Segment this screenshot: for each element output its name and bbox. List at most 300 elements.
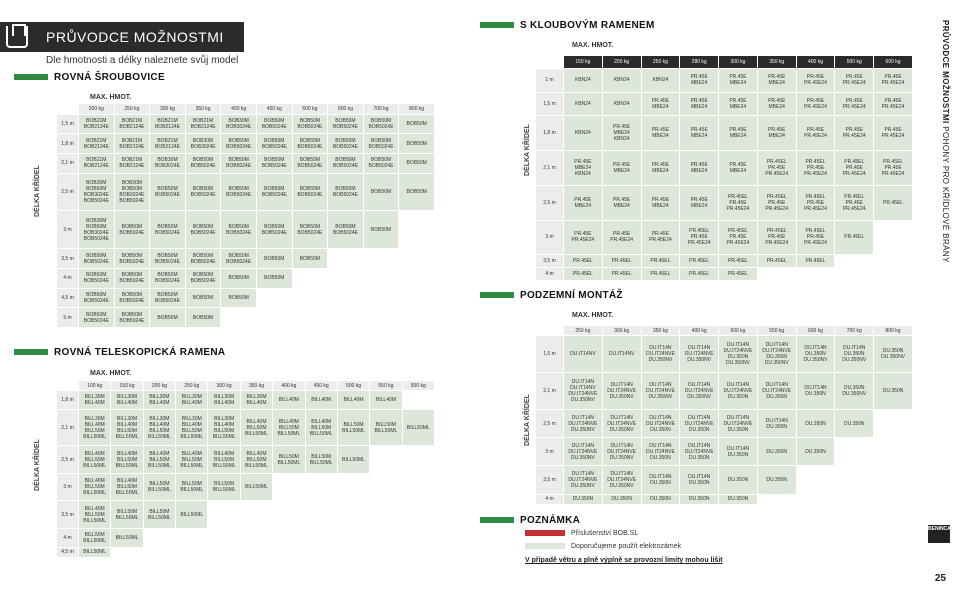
- table-row: [57, 153, 435, 173]
- table-cell: [835, 466, 874, 494]
- column-header: 150 kg: [111, 381, 143, 391]
- table-cell: [328, 249, 364, 269]
- table-cell: [292, 288, 328, 308]
- table-cell: PR.45E MBE24: [757, 92, 796, 116]
- table-cell: PR.45E MBE24: [680, 116, 719, 151]
- table-cell: DU.IT14N DU.350N DU.350NV: [835, 336, 874, 373]
- page-subtitle: Dle hmotnosti a délky naleznete svůj model: [46, 55, 239, 66]
- table-row: [536, 410, 913, 438]
- table-cell: BOB30M BOB3024E: [185, 134, 221, 154]
- row-length-label: 3 m: [536, 438, 564, 466]
- table-cell: BILL40M: [305, 391, 337, 410]
- table-cell: BOB21M BOB2124E: [79, 134, 115, 154]
- table-cell: PR.45EL: [602, 255, 641, 268]
- section-title-klob: S KLOUBOVÝM RAMENEM: [480, 20, 655, 31]
- table-cell: [143, 528, 175, 547]
- table-klob: [535, 55, 913, 281]
- table-cell: PR.45EL: [680, 255, 719, 268]
- table-cell: PR.45E PR.45E24: [602, 220, 641, 255]
- section-title-screw: ROVNÁ ŠROUBOVICE: [14, 72, 165, 83]
- page-number: 25: [934, 573, 946, 584]
- table-row: [57, 547, 435, 557]
- brand-badge: BENINCA: [928, 525, 950, 543]
- table-cell: BOB50M BOB5024E: [79, 249, 115, 269]
- table-row: [536, 373, 913, 410]
- note-item: Příslušenství BOB.SL: [525, 530, 638, 537]
- table-cell: [305, 501, 337, 529]
- table-cell: [240, 528, 272, 547]
- table-cell: PR.45EL PR.45E PR.45E24: [835, 151, 874, 186]
- table-cell: [399, 308, 435, 328]
- table-cell: [273, 501, 305, 529]
- note-item: Doporučujeme použít elektrozámek: [525, 543, 681, 550]
- table-tele: [56, 380, 435, 558]
- table-cell: BILL30M BILL40M: [111, 391, 143, 410]
- table-cell: [273, 473, 305, 501]
- table-cell: PR.45EL PR.45E PR.45E24: [719, 185, 758, 220]
- table-cell: PR.45EL: [757, 255, 796, 268]
- column-header: 300 kg: [150, 104, 186, 115]
- table-cell: DU.350N: [602, 494, 641, 504]
- table-cell: DU.350N: [564, 494, 603, 504]
- table-cell: BILL30M BILL40M: [208, 391, 240, 410]
- table-cell: [874, 438, 913, 466]
- table-cell: DU.IT14N DU.350N: [796, 373, 835, 410]
- table-cell: BOB21M BOB2124E: [114, 134, 150, 154]
- column-header: 550 kg: [757, 326, 796, 336]
- column-header: 200 kg: [143, 381, 175, 391]
- table-cell: PR.45E PR.45E24: [796, 116, 835, 151]
- table-cell: DU.IT14N DU.IT24NVE DU.350N: [680, 438, 719, 466]
- table-cell: BILL50M BILL50ML: [111, 501, 143, 529]
- table-cell: DU.IT14N DU.IT24NVE DU.350NV: [641, 373, 680, 410]
- page-title: PRŮVODCE MOŽNOSTMI: [46, 29, 224, 45]
- table-cell: BOB50M BOB5024E: [328, 153, 364, 173]
- table-cell: DU.IT14N DU.IT14NV DU.IT24NVE DU.350NV: [564, 373, 603, 410]
- row-length-label: 3,5 m: [536, 466, 564, 494]
- table-cell: [256, 308, 292, 328]
- table-cell: BILL30M BILL40M BILL50M BILL50ML: [208, 410, 240, 446]
- table-cell: DU.350N DU.350NV: [874, 336, 913, 373]
- table-cell: BOB50M BOB5024E: [363, 134, 399, 154]
- table-cell: [208, 547, 240, 557]
- table-cell: DU.IT14N DU.IT24NVE DU.350N DU.350NV: [719, 336, 758, 373]
- table-cell: PR.45EL PR.45E PR.45E24: [796, 151, 835, 186]
- row-length-label: 2,1 m: [536, 151, 564, 186]
- table-cell: PR.45EL: [641, 268, 680, 281]
- table-cell: [328, 288, 364, 308]
- table-cell: BOB50M BOB5024E: [292, 114, 328, 134]
- table-cell: DU.IT14N DU.350N: [680, 466, 719, 494]
- table-cell: PR.45E MBE24: [757, 68, 796, 92]
- column-header: 600 kg: [874, 56, 913, 69]
- max-label: MAX. HMOT.: [572, 42, 614, 49]
- table-row: [536, 255, 913, 268]
- column-header: 250 kg: [564, 326, 603, 336]
- table-cell: PR.45E MBE24: [680, 92, 719, 116]
- table-cell: [328, 268, 364, 288]
- page-header: [0, 22, 244, 52]
- table-cell: BILL40M BILL50M BILL50ML: [79, 473, 111, 501]
- column-header: 350 kg: [240, 381, 272, 391]
- column-header: 200 kg: [602, 56, 641, 69]
- table-cell: [208, 501, 240, 529]
- column-header: 150 kg: [564, 56, 603, 69]
- table-row: [57, 211, 435, 249]
- table-cell: [337, 528, 369, 547]
- row-length-label: 1,8 m: [57, 391, 79, 410]
- table-cell: BOB50M BOB5024E: [114, 268, 150, 288]
- table-cell: BILL50ML: [337, 446, 369, 474]
- table-cell: [796, 466, 835, 494]
- table-cell: PR.45E MBE24: [564, 185, 603, 220]
- max-label: MAX. HMOT.: [90, 370, 132, 377]
- side-title: PRŮVODCE MOŽNOSTMI POHONY PRO KŘÍDLOVÉ BRÁNY: [941, 20, 950, 263]
- table-cell: BOB30M BOB3024E: [150, 153, 186, 173]
- table-cell: BOB50M BOB5024E: [150, 249, 186, 269]
- table-cell: [305, 473, 337, 501]
- table-row: [536, 68, 913, 92]
- table-cell: [402, 547, 434, 557]
- table-cell: DU.350N: [641, 494, 680, 504]
- table-cell: DU.350N: [796, 410, 835, 438]
- table-cell: PR.45E PR.45E24: [796, 68, 835, 92]
- row-length-label: 2,5 m: [536, 410, 564, 438]
- table-cell: DU.IT14N DU.350N: [719, 438, 758, 466]
- row-length-label: 4 m: [57, 268, 79, 288]
- column-header: 450 kg: [305, 381, 337, 391]
- table-cell: DU.350N DU.350NV: [835, 373, 874, 410]
- table-cell: [402, 528, 434, 547]
- table-cell: BOB50M BOB5024E: [292, 211, 328, 249]
- table-cell: PR.45E MBE24: [641, 151, 680, 186]
- table-cell: BOB50M BOB5024E: [221, 211, 257, 249]
- table-cell: PR.45EL: [719, 268, 758, 281]
- column-header: 450 kg: [256, 104, 292, 115]
- table-cell: [399, 249, 435, 269]
- row-length-label: 3 m: [536, 220, 564, 255]
- table-cell: BILL40M BILL50M BILL50ML: [79, 501, 111, 529]
- table-cell: BILL30M BILL40M BILL50M BILL50ML: [143, 410, 175, 446]
- column-header: 350 kg: [185, 104, 221, 115]
- table-row: [536, 336, 913, 373]
- column-header: 350 kg: [757, 56, 796, 69]
- table-row: [536, 220, 913, 255]
- table-cell: BOB50M BOB5024E: [185, 173, 221, 211]
- table-cell: BOB50M: [221, 268, 257, 288]
- table-cell: BOB50M: [221, 288, 257, 308]
- table-cell: BOB50M BOB5024E: [292, 134, 328, 154]
- row-length-label: 3,5 m: [536, 255, 564, 268]
- table-cell: BOB50M BOB5024E: [150, 211, 186, 249]
- table-cell: [176, 547, 208, 557]
- row-length-label: 2,5 m: [536, 185, 564, 220]
- column-header: 800 kg: [874, 326, 913, 336]
- table-cell: BILL50M BILL50ML: [208, 473, 240, 501]
- table-cell: BILL40M: [337, 391, 369, 410]
- row-length-label: 2,5 m: [57, 446, 79, 474]
- vertical-label: DÉLKA KŘÍDEL: [524, 394, 531, 446]
- table-cell: BOB50M BOB5024E: [185, 153, 221, 173]
- table-cell: DU.350N: [680, 494, 719, 504]
- column-header: 400 kg: [273, 381, 305, 391]
- column-header: 280 kg: [680, 56, 719, 69]
- table-cell: BILL30M BILL40M: [143, 391, 175, 410]
- table-cell: PR.45E MBE24: [641, 185, 680, 220]
- table-cell: BOB50M: [363, 211, 399, 249]
- table-cell: BILL50ML: [402, 410, 434, 446]
- table-row: [57, 410, 435, 446]
- table-cell: KBN24: [564, 116, 603, 151]
- column-header: 600 kg: [328, 104, 364, 115]
- table-cell: [835, 268, 874, 281]
- table-cell: PR.45E PR.45E24: [835, 116, 874, 151]
- table-cell: [796, 268, 835, 281]
- column-header: 200 kg: [79, 104, 115, 115]
- table-cell: BOB50M BOB5024E: [256, 211, 292, 249]
- table-cell: [370, 547, 402, 557]
- table-cell: DU.IT14N DU.IT24NVE DU.350N: [641, 410, 680, 438]
- column-header: 400 kg: [680, 326, 719, 336]
- table-cell: BILL40M BILL50M BILL50ML: [143, 446, 175, 474]
- table-cell: PR.45E PR.45E24: [835, 68, 874, 92]
- table-cell: BILL40M BILL50M BILL50ML: [240, 410, 272, 446]
- table-cell: [240, 547, 272, 557]
- table-cell: PR.45E MBE24: [641, 116, 680, 151]
- table-cell: PR.45EL PR.45E PR.45E24: [796, 185, 835, 220]
- column-header: 250 kg: [114, 104, 150, 115]
- table-cell: BOB50M: [399, 173, 435, 211]
- table-cell: [874, 410, 913, 438]
- table-cell: BOB50M BOB5024E: [185, 249, 221, 269]
- table-cell: [221, 308, 257, 328]
- table-cell: BILL50ML: [79, 547, 111, 557]
- table-cell: BILL30M BILL40M: [176, 391, 208, 410]
- table-cell: PR.45E PR.45E24: [874, 116, 913, 151]
- table-cell: BOB50M BOB5024E: [328, 173, 364, 211]
- table-cell: KBN24: [602, 68, 641, 92]
- table-cell: PR.45EL: [564, 255, 603, 268]
- table-cell: BOB50M BOB5024E: [256, 114, 292, 134]
- row-length-label: 2,1 m: [536, 373, 564, 410]
- table-cell: BILL50M BILL50ML: [143, 501, 175, 529]
- table-cell: DU.IT14N DU.350N: [757, 410, 796, 438]
- brand-logo-icon: [6, 26, 28, 48]
- row-length-label: 5 m: [57, 308, 79, 328]
- table-cell: BILL50ML: [111, 528, 143, 547]
- table-cell: DU.350N: [835, 410, 874, 438]
- table-cell: PR.45EL PR.45E PR.45E24: [757, 220, 796, 255]
- table-cell: [874, 494, 913, 504]
- table-cell: PR.45E PR.45E24: [641, 220, 680, 255]
- table-cell: PR.45E MBE24: [680, 185, 719, 220]
- row-length-label: 2,1 m: [57, 410, 79, 446]
- row-length-label: 3,5 m: [57, 501, 79, 529]
- table-cell: KBN24: [602, 92, 641, 116]
- vertical-label: DÉLKA KŘÍDEL: [34, 165, 41, 217]
- table-cell: PR.45E MBE24: [719, 151, 758, 186]
- table-cell: PR.45EL PR.45E PR.45E24: [796, 220, 835, 255]
- table-cell: BILL50M BILL50ML: [305, 446, 337, 474]
- table-cell: DU.IT14N DU.IT24NVE DU.350NV: [602, 410, 641, 438]
- table-cell: PR.45EL PR.45E PR.45E24: [680, 220, 719, 255]
- table-cell: BOB30M BOB50M BOB3024E BOB5024E: [79, 211, 115, 249]
- table-cell: PR.45E MBE24 KBN24: [602, 116, 641, 151]
- table-cell: BOB21M BOB2124E: [150, 134, 186, 154]
- table-cell: BILL40M BILL50M BILL50ML: [111, 473, 143, 501]
- table-cell: PR.45E MBE24: [602, 151, 641, 186]
- table-cell: [835, 255, 874, 268]
- table-cell: PR.45EL: [874, 185, 913, 220]
- row-length-label: 3 m: [57, 473, 79, 501]
- column-header: 500 kg: [719, 326, 758, 336]
- table-cell: PR.45EL PR.45E PR.45E24: [757, 185, 796, 220]
- table-cell: BOB50M BOB5024E: [221, 249, 257, 269]
- table-cell: BILL40M: [370, 391, 402, 410]
- table-cell: KBN24: [564, 92, 603, 116]
- table-cell: [305, 528, 337, 547]
- table-row: [536, 92, 913, 116]
- table-cell: BOB21M BOB2124E: [79, 114, 115, 134]
- row-length-label: 4 m: [536, 268, 564, 281]
- column-header: 100 kg: [79, 381, 111, 391]
- table-cell: [402, 446, 434, 474]
- table-cell: PR.45E PR.45E24: [564, 220, 603, 255]
- table-cell: BOB50M BOB5024E: [79, 308, 115, 328]
- column-header: 250 kg: [641, 56, 680, 69]
- table-cell: BILL50M BILL50ML: [337, 410, 369, 446]
- column-header: 350 kg: [641, 326, 680, 336]
- table-cell: BOB50M BOB5024E: [150, 173, 186, 211]
- table-cell: BOB50M BOB5024E: [221, 153, 257, 173]
- table-cell: DU.IT14N DU.IT24NVE DU.350NV: [602, 466, 641, 494]
- table-cell: PR.45EL PR.45E PR.45E24: [835, 185, 874, 220]
- note-swatch: [525, 530, 565, 536]
- table-row: [57, 288, 435, 308]
- table-cell: PR.45E PR.45E24: [835, 92, 874, 116]
- table-cell: DU.IT14N DU.IT24NVE DU.350N: [719, 373, 758, 410]
- table-cell: BOB50M BOB5024E: [114, 308, 150, 328]
- table-cell: BOB50M: [256, 268, 292, 288]
- column-header: 700 kg: [363, 104, 399, 115]
- column-header: 650 kg: [402, 381, 434, 391]
- column-header: 300 kg: [208, 381, 240, 391]
- row-length-label: 2,1 m: [57, 153, 79, 173]
- column-header: 400 kg: [221, 104, 257, 115]
- table-row: [536, 185, 913, 220]
- table-cell: [292, 308, 328, 328]
- table-cell: BILL40M BILL50M BILL50ML: [240, 446, 272, 474]
- table-cell: [143, 547, 175, 557]
- table-row: [57, 308, 435, 328]
- table-cell: [208, 528, 240, 547]
- table-cell: BOB50M BOB5024E: [292, 173, 328, 211]
- table-cell: BOB50M BOB5024E: [185, 268, 221, 288]
- table-cell: BILL50ML: [240, 473, 272, 501]
- section-title-note: POZNÁMKA: [480, 515, 580, 526]
- table-cell: PR.45E MBE24 KBN24: [564, 151, 603, 186]
- table-cell: [835, 438, 874, 466]
- table-cell: BILL30M BILL40M BILL50M BILL50ML: [79, 410, 111, 446]
- table-cell: BOB50M: [185, 308, 221, 328]
- table-cell: DU.IT14N DU.IT24NVE DU.350NV: [602, 438, 641, 466]
- column-header: 300 kg: [602, 326, 641, 336]
- table-cell: [399, 268, 435, 288]
- max-label: MAX. HMOT.: [90, 94, 132, 101]
- column-header: 500 kg: [337, 381, 369, 391]
- row-length-label: 1,5 m: [57, 114, 79, 134]
- table-cell: BILL50M BILL50ML: [143, 473, 175, 501]
- table-cell: BOB50M: [399, 134, 435, 154]
- column-header: 600 kg: [796, 326, 835, 336]
- table-row: [57, 473, 435, 501]
- table-cell: [399, 211, 435, 249]
- table-cell: [874, 268, 913, 281]
- table-cell: BILL40M BILL50M BILL50ML: [208, 446, 240, 474]
- row-length-label: 1,8 m: [536, 116, 564, 151]
- table-cell: PR.45E MBE24: [757, 116, 796, 151]
- table-cell: BILL50ML: [176, 501, 208, 529]
- table-cell: DU.350N: [719, 494, 758, 504]
- table-cell: DU.IT14N DU.IT24NVE DU.350NV: [602, 373, 641, 410]
- table-cell: BOB50M BOB5024E: [256, 153, 292, 173]
- table-cell: BOB50M BOB5024E: [256, 173, 292, 211]
- row-length-label: 2,5 m: [57, 173, 79, 211]
- table-cell: [111, 547, 143, 557]
- table-cell: [402, 473, 434, 501]
- table-cell: BOB21M BOB2124E: [79, 153, 115, 173]
- table-row: [57, 446, 435, 474]
- table-cell: BOB50M BOB5024E: [150, 288, 186, 308]
- table-row: [57, 391, 435, 410]
- table-cell: [796, 494, 835, 504]
- table-cell: PR.45E MBE24: [719, 68, 758, 92]
- table-cell: [370, 473, 402, 501]
- table-cell: BOB30M BOB50M BOB3024E BOB5024E: [79, 173, 115, 211]
- table-row: [536, 116, 913, 151]
- table-cell: PR.45EL PR.45E PR.45E24: [719, 220, 758, 255]
- column-header: 500 kg: [292, 104, 328, 115]
- table-cell: DU.IT14N DU.IT24NVE DU.350N DU.350NV: [757, 336, 796, 373]
- table-cell: [835, 494, 874, 504]
- table-cell: BILL40M BILL50M BILL50ML: [79, 446, 111, 474]
- table-cell: [176, 528, 208, 547]
- table-cell: PR.45E MBE24: [719, 92, 758, 116]
- table-cell: BOB50M BOB5024E: [114, 211, 150, 249]
- row-length-label: 4,5 m: [57, 547, 79, 557]
- table-cell: [370, 501, 402, 529]
- table-row: [57, 134, 435, 154]
- table-cell: PR.45E PR.45E24: [796, 92, 835, 116]
- table-cell: [292, 268, 328, 288]
- table-cell: BILL50M BILL50ML: [79, 528, 111, 547]
- row-length-label: 1 m: [536, 68, 564, 92]
- table-cell: BOB50M: [150, 308, 186, 328]
- table-cell: DU.IT14N DU.IT24NVE DU.350NV: [641, 336, 680, 373]
- table-cell: [305, 547, 337, 557]
- table-cell: BOB50M BOB5024E: [328, 134, 364, 154]
- table-cell: PR.45EL: [564, 268, 603, 281]
- table-cell: [402, 391, 434, 410]
- table-screw: [56, 103, 435, 328]
- column-header: 300 kg: [719, 56, 758, 69]
- table-cell: BOB50M BOB5024E: [114, 288, 150, 308]
- table-cell: [402, 501, 434, 529]
- table-cell: DU.350N: [796, 438, 835, 466]
- table-cell: BILL40M BILL50M BILL50ML: [176, 446, 208, 474]
- table-cell: BOB50M BOB5024E: [185, 211, 221, 249]
- row-length-label: 1,5 m: [536, 336, 564, 373]
